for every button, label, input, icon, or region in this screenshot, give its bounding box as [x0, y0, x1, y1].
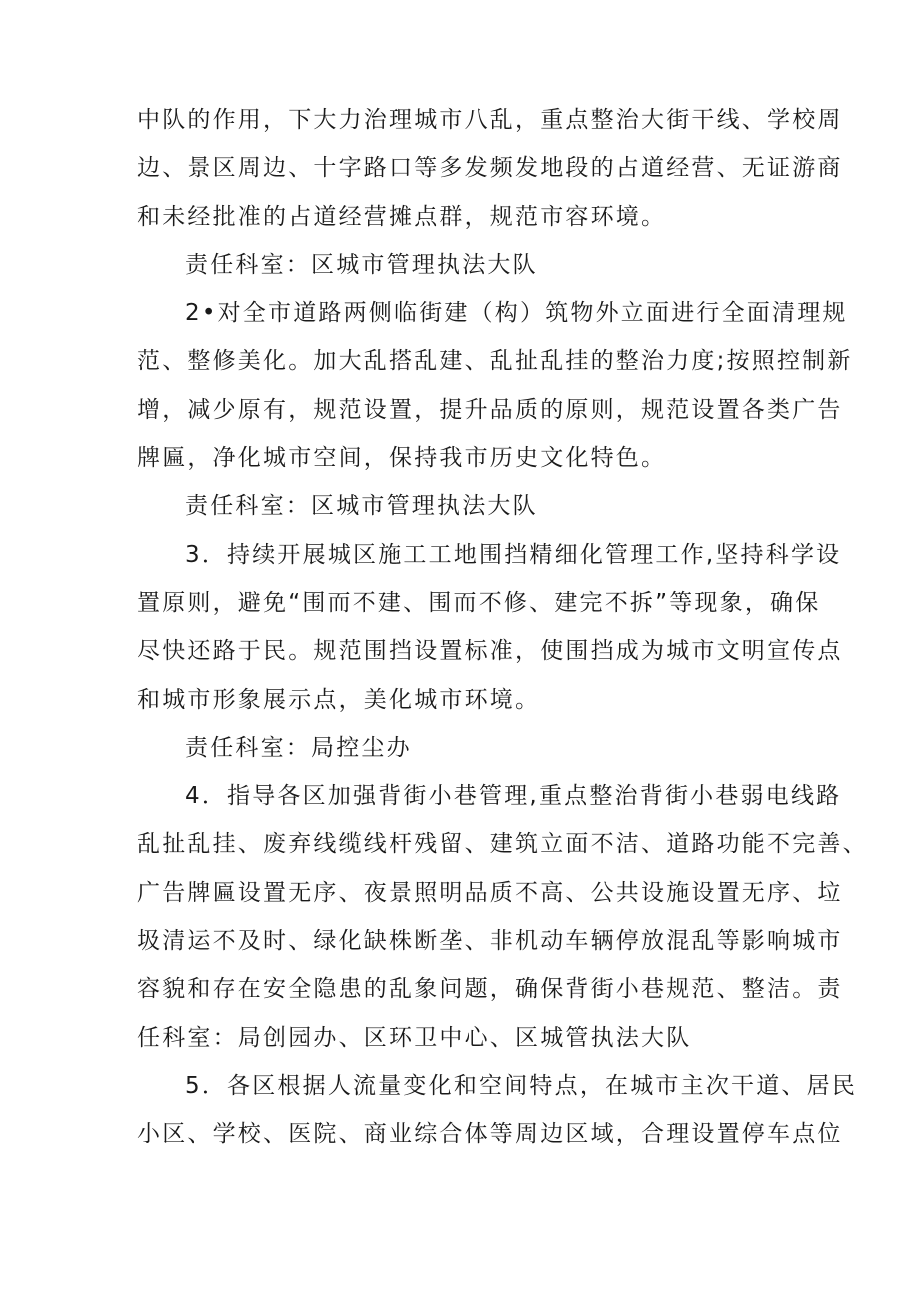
responsible-dept-2: 责任科室：区城市管理执法大队 [185, 493, 538, 520]
item-4-line-5: 容貌和存在安全隐患的乱象问题，确保背街小巷规范、整洁。责 [137, 976, 843, 1003]
item-2-line-2: 范、整修美化。加大乱搭乱建、乱扯乱挂的整治力度;按照控制新 [137, 348, 853, 375]
item-3-line-3: 尽快还路于民。规范围挡设置标准，使围挡成为城市文明宣传点 [137, 638, 843, 665]
item-2-line-1: 2•对全市道路两侧临街建（构）筑物外立面进行全面清理规 [185, 300, 848, 327]
responsible-dept-3: 责任科室：局控尘办 [185, 734, 412, 761]
item-4-line-1: 4．指导各区加强背街小巷管理,重点整治背街小巷弱电线路 [185, 783, 842, 810]
text-line-3: 和未经批准的占道经营摊点群，规范市容环境。 [137, 203, 667, 230]
item-4-line-6: 任科室：局创园办、区环卫中心、区城管执法大队 [137, 1024, 692, 1051]
item-3-line-4: 和城市形象展示点，美化城市环境。 [137, 686, 541, 713]
item-4-line-2: 乱扯乱挂、废弃线缆线杆残留、建筑立面不洁、道路功能不完善、 [137, 831, 868, 858]
responsible-dept-1: 责任科室：区城市管理执法大队 [185, 251, 538, 278]
item-5-line-1: 5．各区根据人流量变化和空间特点，在城市主次干道、居民 [185, 1072, 858, 1099]
item-4-line-3: 广告牌匾设置无序、夜景照明品质不高、公共设施设置无序、垃 [137, 879, 843, 906]
item-4-line-4: 圾清运不及时、绿化缺株断垄、非机动车辆停放混乱等影响城市 [137, 928, 843, 955]
text-line-1: 中队的作用，下大力治理城市八乱，重点整治大街干线、学校周 [137, 107, 843, 133]
item-3-line-1: 3．持续开展城区施工工地围挡精细化管理工作,坚持科学设 [185, 541, 842, 568]
item-2-line-3: 增，减少原有，规范设置，提升品质的原则，规范设置各类广告 [137, 396, 843, 423]
item-2-line-4: 牌匾，净化城市空间，保持我市历史文化特色。 [137, 445, 667, 472]
item-5-line-2: 小区、学校、医院、商业综合体等周边区域，合理设置停车点位 [137, 1121, 843, 1148]
document-body [137, 103, 868, 1166]
item-3-line-2: 置原则，避免“围而不建、围而不修、建完不拆”等现象，确保 [137, 589, 821, 616]
text-line-2: 边、景区周边、十字路口等多发频发地段的占道经营、无证游商 [137, 155, 843, 182]
